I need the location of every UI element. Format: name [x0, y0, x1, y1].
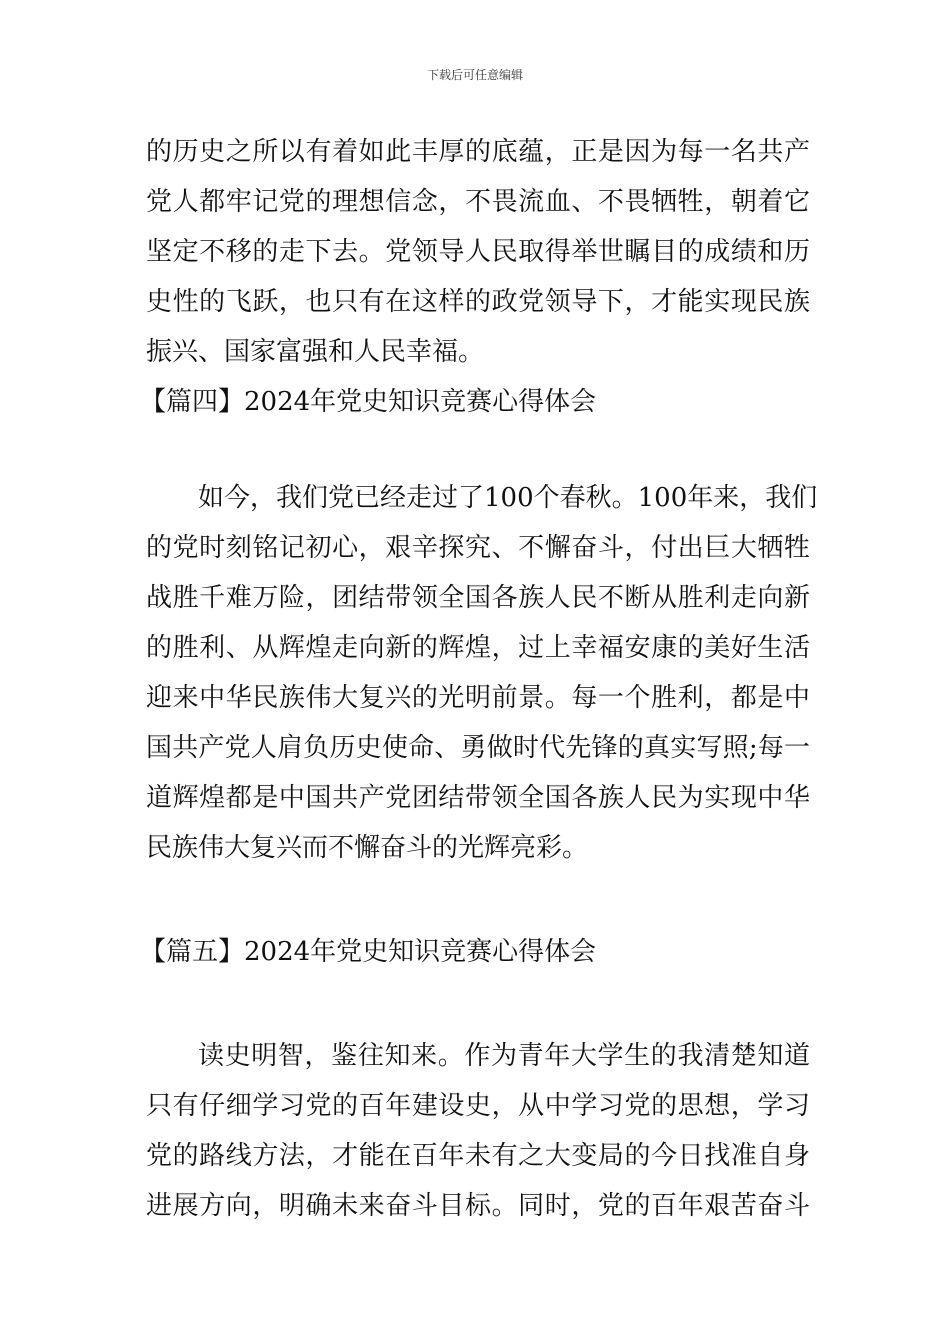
text-line: 党人都牢记党的理想信念，不畏流血、不畏牺牲，朝着它: [146, 187, 810, 217]
text-line: 民族伟大复兴而不懈奋斗的光辉亮彩。: [146, 833, 589, 863]
text-line: 坚定不移的走下去。党领导人民取得举世瞩目的成绩和历: [146, 237, 810, 267]
spacer: [146, 873, 810, 927]
text-line: 如今，我们党已经走过了100个春秋。100年来，我们: [198, 483, 818, 513]
text-line: 只有仔细学习党的百年建设史，从中学习党的思想，学习: [146, 1091, 810, 1121]
text-line: 道辉煌都是中国共产党团结带领全国各族人民为实现中华: [146, 783, 810, 813]
section-heading-four: 【篇四】2024年党史知识竞赛心得体会: [140, 387, 597, 417]
text-line: 史性的飞跃，也只有在这样的政党领导下，才能实现民族: [146, 287, 810, 317]
text-line: 国共产党人肩负历史使命、勇做时代先锋的真实写照;每一: [146, 733, 810, 763]
text-line: 振兴、国家富强和人民幸福。: [146, 337, 485, 367]
paragraph-section-five: [146, 1031, 810, 1231]
spacer: [146, 427, 810, 473]
text-line: 的党时刻铭记初心，艰辛探究、不懈奋斗，付出巨大牺牲: [146, 533, 810, 563]
text-line: 党的路线方法，才能在百年未有之大变局的今日找准自身: [146, 1141, 810, 1171]
text-line: 读史明智，鉴往知来。作为青年大学生的我清楚知道: [198, 1041, 810, 1071]
paragraph-section-four: [146, 473, 818, 873]
document-body: [140, 127, 818, 1231]
spacer: [146, 977, 810, 1031]
text-line: 的历史之所以有着如此丰厚的底蕴，正是因为每一名共产: [146, 137, 810, 167]
text-line: 战胜千难万险，团结带领全国各族人民不断从胜利走向新: [146, 583, 810, 613]
text-line: 迎来中华民族伟大复兴的光明前景。每一个胜利，都是中: [146, 683, 810, 713]
page-header-note: 下载后可任意编辑: [426, 68, 523, 82]
text-line: 的胜利、从辉煌走向新的辉煌，过上幸福安康的美好生活: [146, 633, 810, 663]
paragraph-continued: [146, 127, 810, 377]
text-line: 进展方向，明确未来奋斗目标。同时，党的百年艰苦奋斗: [146, 1191, 810, 1221]
section-heading-five: 【篇五】2024年党史知识竞赛心得体会: [140, 937, 597, 967]
